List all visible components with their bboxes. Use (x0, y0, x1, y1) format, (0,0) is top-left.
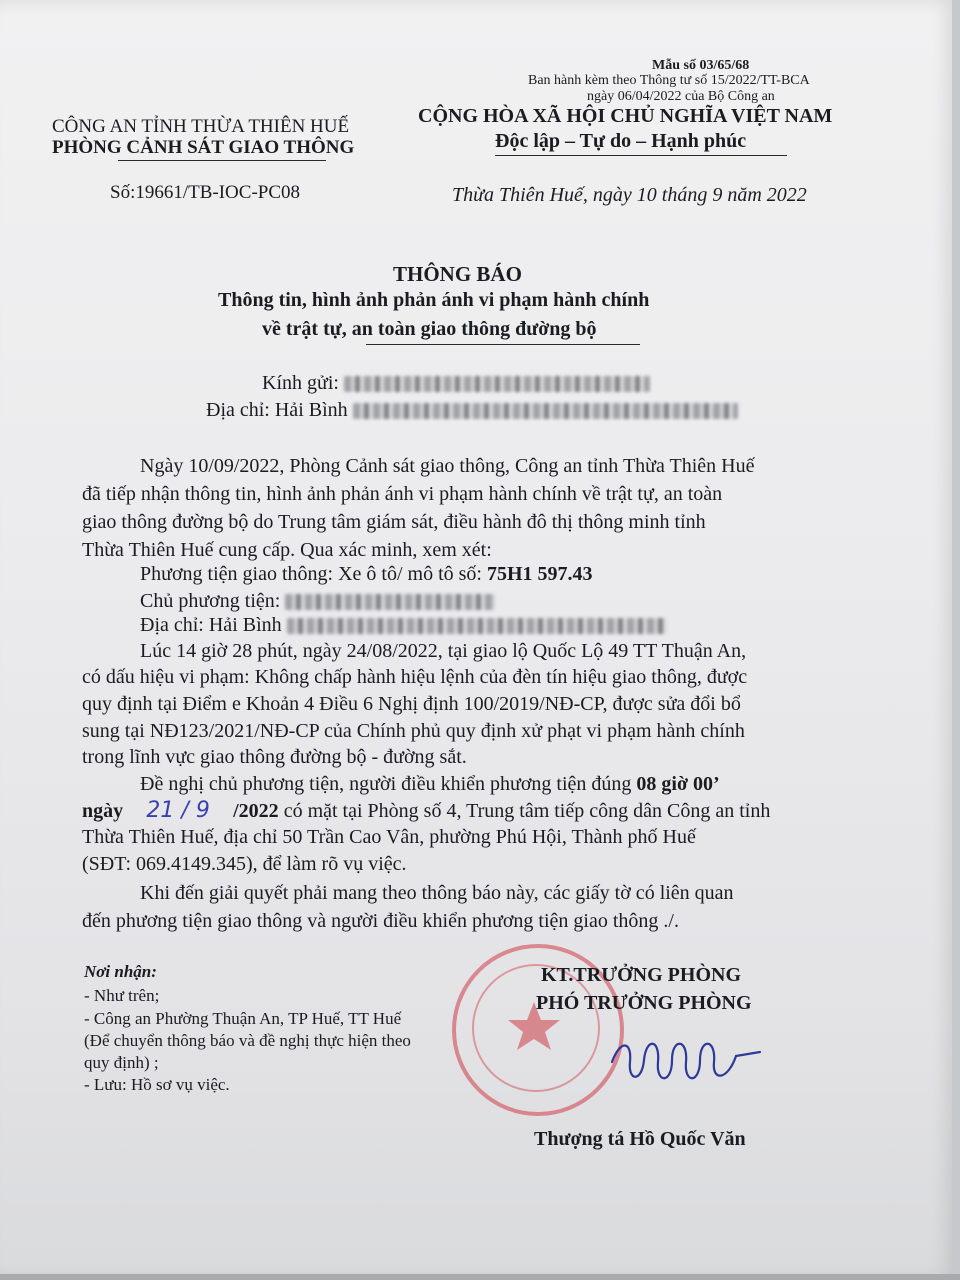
plate-number: 75H1 597.43 (486, 563, 593, 585)
motto-underline (495, 155, 787, 156)
notice-subtitle-line1: Thông tin, hình ảnh phản ánh vi phạm hành chính (218, 289, 650, 311)
vehicle-label: Phương tiện giao thông: Xe ô tô/ mô tô số: (140, 563, 482, 585)
page-edge-bottom (0, 1274, 960, 1280)
notice-subtitle-line2: về trật tự, an toàn giao thông đường bộ (262, 318, 597, 340)
recipient-address-label: Địa chỉ: Hải Bình (206, 399, 348, 421)
body-p3-line2 (82, 798, 770, 823)
body-p2-line1: Lúc 14 giờ 28 phút, ngày 24/08/2022, tại giao lộ Quốc Lộ 49 TT Thuận An, (140, 640, 747, 662)
recipient-label: Kính gửi: (262, 372, 339, 394)
vehicle-line (140, 563, 593, 586)
handwritten-signature (606, 1030, 766, 1090)
redacted-owner-name (285, 594, 495, 610)
body-p3-line4: (SĐT: 069.4149.345), để làm rõ vụ việc. (82, 853, 407, 875)
page-edge (952, 0, 960, 1280)
body-p2-line4: sung tại NĐ123/2021/NĐ-CP của Chính phủ quy định xử phạt vi phạm hành chính (82, 720, 745, 742)
signer-role-2: PHÓ TRƯỞNG PHÒNG (536, 992, 752, 1014)
recipient-line (262, 372, 650, 395)
appointment-time: 08 giờ 00’ (636, 773, 720, 795)
body-p2-line5: trong lĩnh vực giao thông đường bộ - đường sắt. (82, 746, 467, 768)
place-date: Thừa Thiên Huế, ngày 10 tháng 9 năm 2022 (452, 184, 807, 206)
body-p1-line4: Thừa Thiên Huế cung cấp. Qua xác minh, xem xét: (82, 539, 492, 561)
recipients-item-2-note: (Để chuyển thông báo và đề nghị thực hiện theo (84, 1031, 411, 1050)
appointment-request: Đề nghị chủ phương tiện, người điều khiển phương tiện đúng (140, 773, 632, 795)
body-p3-line1 (140, 773, 720, 796)
form-number: Mẫu số 03/65/68 (652, 58, 750, 73)
body-p2-line3: quy định tại Điểm e Khoản 4 Điều 6 Nghị định 100/2019/NĐ-CP, được sửa đổi bổ (82, 693, 741, 715)
body-p3-line3: Thừa Thiên Huế, địa chỉ 50 Trần Cao Vân, phường Phú Hội, Thành phố Huế (82, 826, 696, 848)
recipients-item-3: - Lưu: Hồ sơ vụ việc. (84, 1075, 230, 1094)
redacted-recipient-address (353, 403, 738, 419)
redacted-owner-address (287, 618, 667, 634)
body-p4-line2: đến phương tiện giao thông và người điều khiển phương tiện giao thông ./. (82, 910, 679, 932)
title-underline (366, 344, 640, 345)
body-p1-line2: đã tiếp nhận thông tin, hình ảnh phản ánh vi phạm hành chính về trật tự, an toàn (82, 483, 723, 505)
department-underline (118, 160, 326, 161)
appointment-location: có mặt tại Phòng số 4, Trung tâm tiếp công dân Công an tỉnh (283, 800, 771, 822)
owner-address-line (140, 614, 667, 637)
recipients-item-2: - Công an Phường Thuận An, TP Huế, TT Huế (84, 1009, 402, 1028)
agency-name: CÔNG AN TỈNH THỪA THIÊN HUẾ (52, 116, 350, 137)
nation-motto: Độc lập – Tự do – Hạnh phúc (495, 130, 747, 152)
body-p1-line3: giao thông đường bộ do Trung tâm giám sát, điều hành đô thị thông minh tỉnh (82, 511, 706, 533)
form-issued-line1: Ban hành kèm theo Thông tư số 15/2022/TT-BCA (528, 73, 810, 88)
body-p1-line1: Ngày 10/09/2022, Phòng Cảnh sát giao thông, Công an tỉnh Thừa Thiên Huế (140, 455, 755, 477)
form-issued-line2: ngày 06/04/2022 của Bộ Công an (587, 89, 775, 104)
body-p4-line1: Khi đến giải quyết phải mang theo thông báo này, các giấy tờ có liên quan (140, 882, 734, 904)
body-p2-line2: có dấu hiệu vi phạm: Không chấp hành hiệu lệnh của đèn tín hiệu giao thông, được (82, 666, 748, 688)
owner-line (140, 590, 495, 613)
signer-role-1: KT.TRƯỞNG PHÒNG (541, 964, 741, 986)
recipients-item-2-note-cont: quy định) ; (84, 1053, 159, 1072)
owner-address-label: Địa chỉ: Hải Bình (140, 614, 282, 636)
recipients-title: Nơi nhận: (84, 962, 157, 981)
recipient-address-line (206, 399, 738, 422)
appointment-year: /2022 (233, 800, 279, 822)
nation-title: CỘNG HÒA XÃ HỘI CHỦ NGHĨA VIỆT NAM (418, 105, 833, 127)
appointment-day-label: ngày (82, 800, 124, 822)
reference-number: Số:19661/TB-IOC-PC08 (110, 182, 301, 203)
handwritten-date: 21 / 9 (146, 798, 210, 823)
redacted-recipient-name (344, 376, 650, 392)
notice-title: THÔNG BÁO (393, 262, 522, 286)
department-name: PHÒNG CẢNH SÁT GIAO THÔNG (52, 137, 355, 158)
signer-name: Thượng tá Hồ Quốc Văn (534, 1128, 746, 1150)
recipients-item-1: - Như trên; (84, 986, 160, 1005)
owner-label: Chủ phương tiện: (140, 590, 281, 612)
